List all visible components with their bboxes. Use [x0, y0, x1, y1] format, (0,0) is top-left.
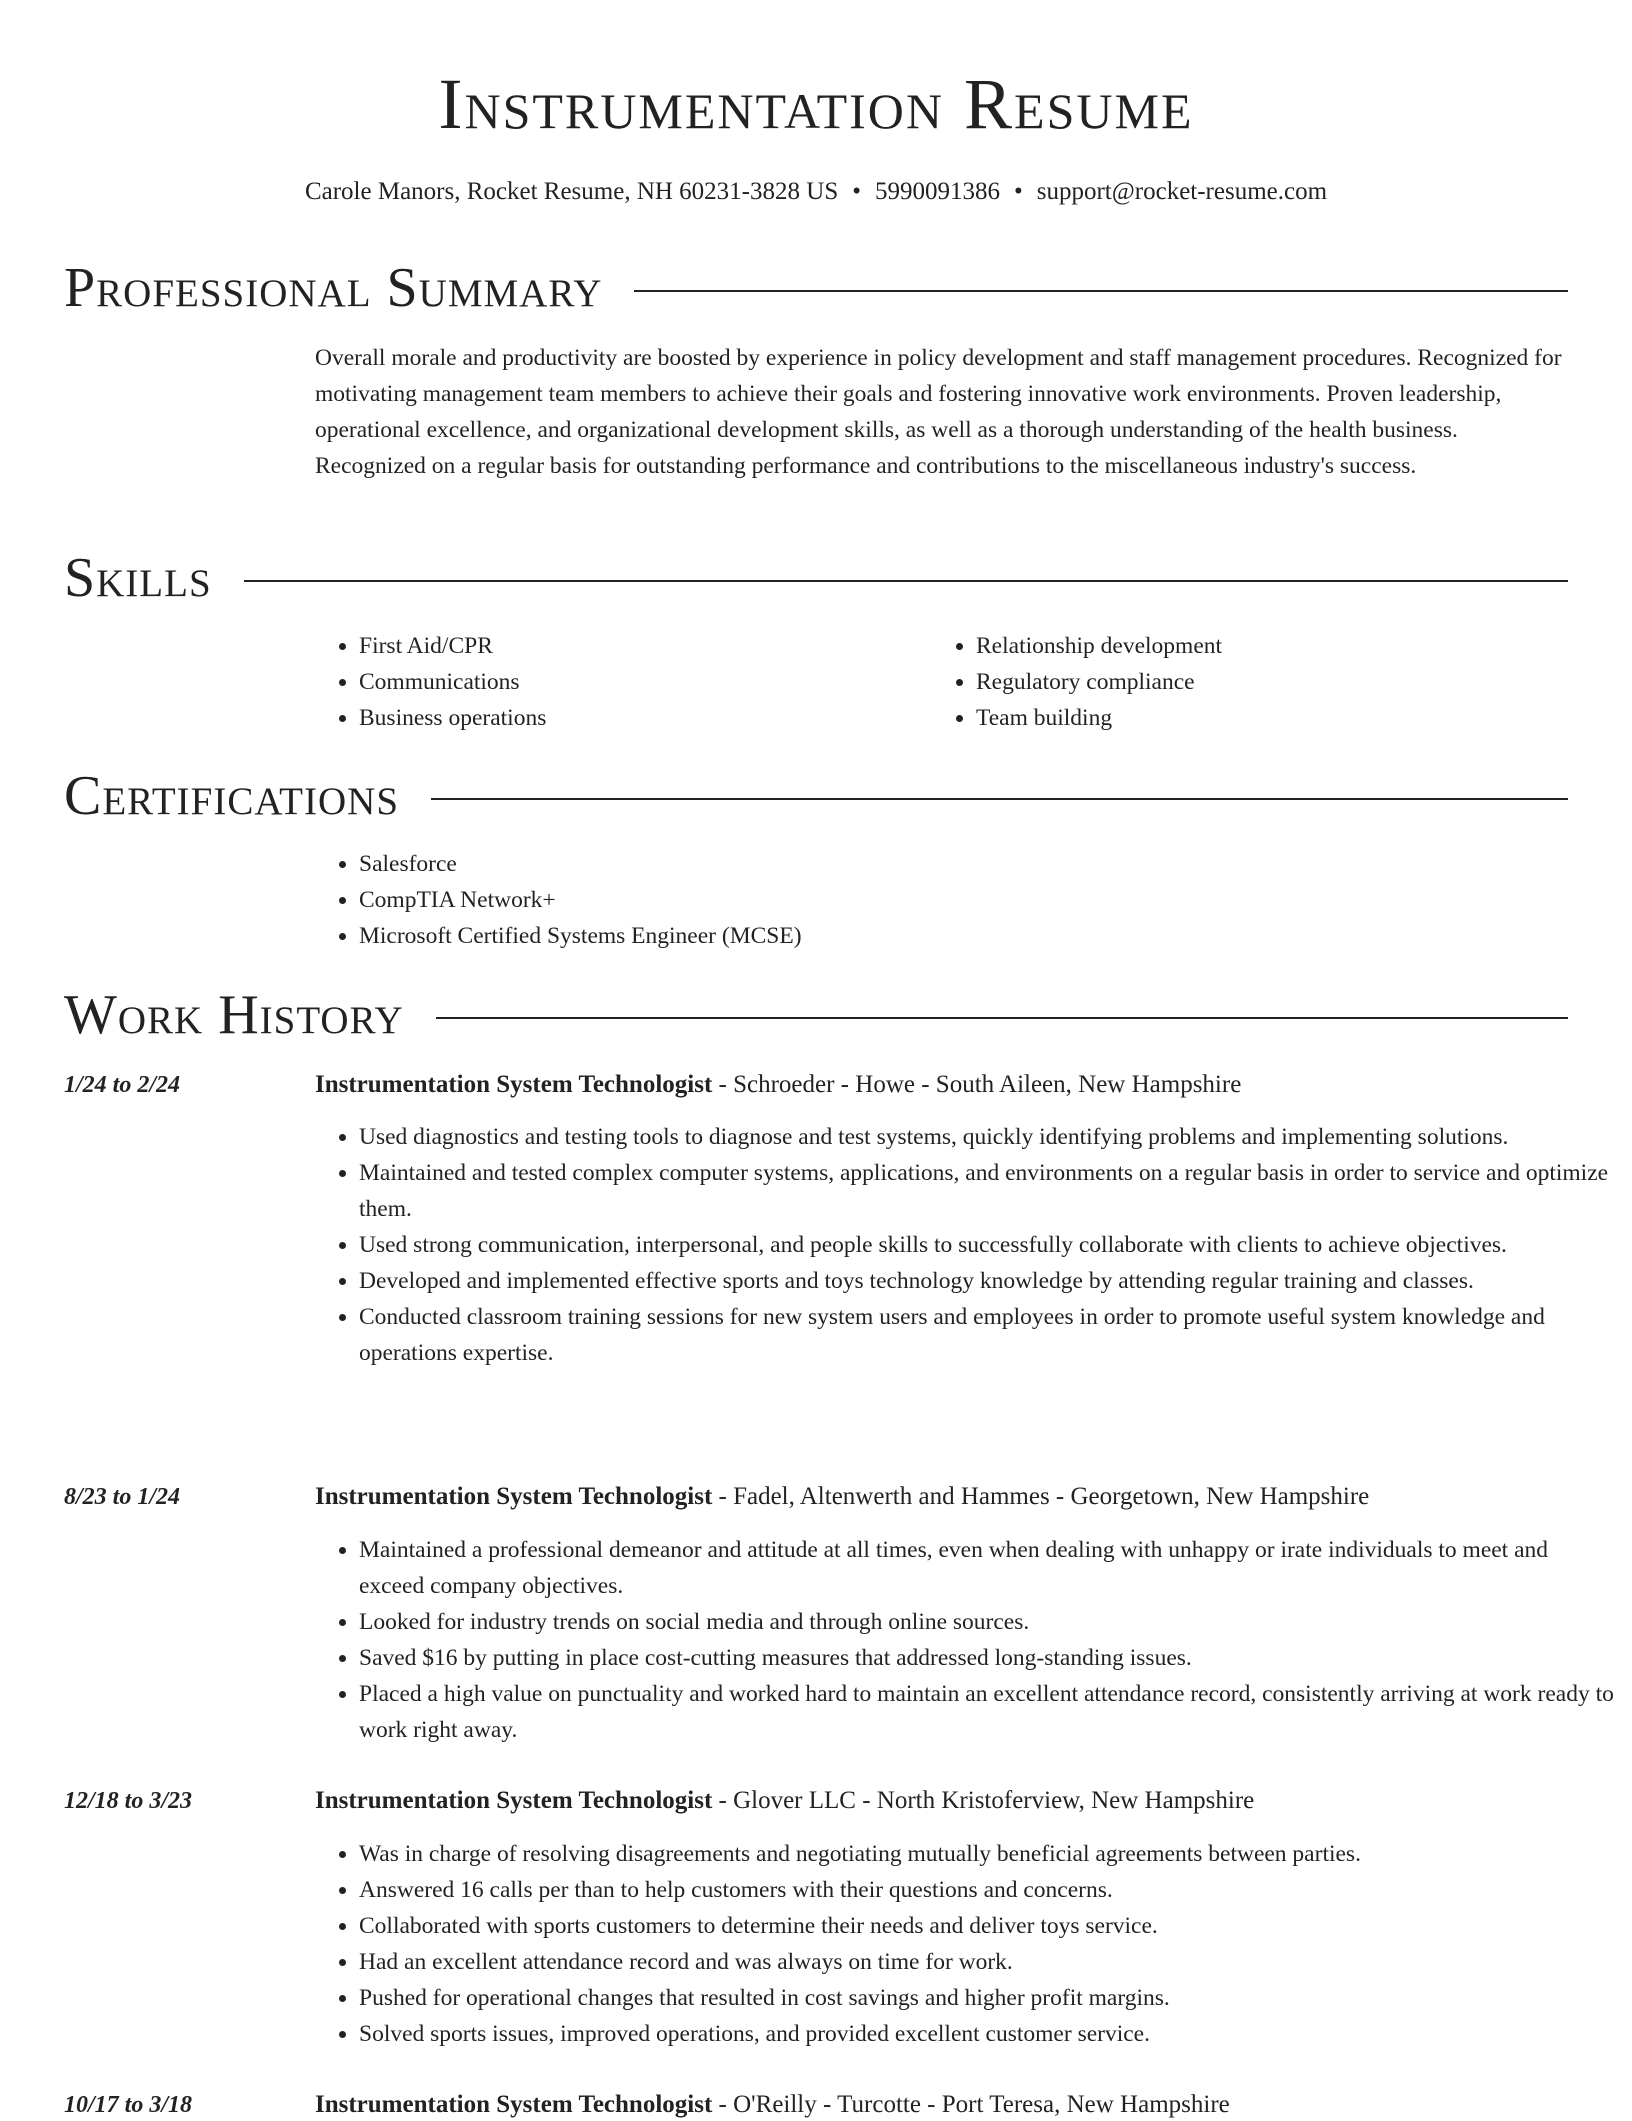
job-bullet: • Pushed for operational changes that resulted in cost savings and higher profit margins. [359, 1980, 1619, 2016]
job-date: 12/18 to 3/23 [64, 1788, 193, 1814]
skill-item: • Communications [359, 664, 919, 700]
contact-email: support@rocket-resume.com [1036, 178, 1328, 205]
certifications-section-header [64, 764, 1568, 828]
job-employer: - Schroeder - Howe - South Aileen, New Hampshire [712, 1071, 1242, 1098]
skill-item: • Relationship development [976, 628, 1536, 664]
job-bullet: • Maintained a professional demeanor and attitude at all times, even when dealing with unhappy or irate individuals to meet and exceed company objectives. [359, 1532, 1619, 1604]
job-bullet: • Was in charge of resolving disagreements and negotiating mutually beneficial agreements between parties. [359, 1836, 1619, 1872]
section-divider [431, 798, 1568, 800]
job-employer: - Glover LLC - North Kristoferview, New Hampshire [712, 1787, 1255, 1814]
job-header [315, 2089, 1575, 2121]
job-header [315, 1069, 1575, 1101]
job-bullets [315, 1836, 1619, 2052]
skills-list-right [932, 628, 1536, 736]
work-history-heading: Work History [64, 984, 404, 1046]
summary-heading: Professional Summary [64, 257, 603, 319]
job-bullet: • Collaborated with sports customers to determine their needs and deliver toys service. [359, 1908, 1619, 1944]
skill-item: • First Aid/CPR [359, 628, 919, 664]
job-position: Instrumentation System Technologist [315, 1483, 713, 1510]
job-date: 8/23 to 1/24 [64, 1484, 181, 1510]
resume-title: Instrumentation Resume [438, 64, 1194, 144]
job-header [315, 1481, 1575, 1513]
job-bullet: • Used strong communication, interpersonal, and people skills to successfully collaborate with clients to achieve objectives. [359, 1227, 1619, 1263]
skill-item: • Team building [976, 700, 1536, 736]
job-position: Instrumentation System Technologist [315, 1071, 713, 1098]
contact-separator: • [1013, 178, 1023, 205]
skills-section-header [64, 546, 1568, 610]
certification-item: • Microsoft Certified Systems Engineer (MCSE) [359, 918, 1259, 954]
certification-item: • Salesforce [359, 846, 1259, 882]
section-divider [634, 290, 1568, 292]
summary-section-header [64, 256, 1568, 320]
certifications-heading: Certifications [64, 765, 400, 827]
job-bullets [315, 1532, 1619, 1748]
job-bullet: • Conducted classroom training sessions for new system users and employees in order to promote useful system knowledge and operations expertise. [359, 1299, 1619, 1371]
summary-text: Overall morale and productivity are boosted by experience in policy development and staff management procedures. Recognized for motivating management team members to achieve their goals and fostering innovative work environments. Proven leadership, operational excellence, and organizational development skills, as well as a thorough understanding of the health business. Recognized on a regular basis for outstanding performance and contributions to the miscellaneous industry's success. [315, 345, 1562, 479]
skills-heading: Skills [64, 547, 212, 609]
job-bullet: • Developed and implemented effective sports and toys technology knowledge by attending regular training and classes. [359, 1263, 1619, 1299]
contact-separator: • [852, 178, 861, 205]
job-date: 1/24 to 2/24 [64, 1072, 181, 1098]
certification-item: • CompTIA Network+ [359, 882, 1259, 918]
job-header [315, 1785, 1575, 1817]
skill-item: • Business operations [359, 700, 919, 736]
skills-list-left [315, 628, 919, 736]
skill-item: • Regulatory compliance [976, 664, 1536, 700]
job-bullet: • Looked for industry trends on social media and through online sources. [359, 1604, 1619, 1640]
contact-address: Carole Manors, Rocket Resume, NH 60231-3828 US [304, 178, 839, 205]
contact-line [0, 176, 1632, 208]
job-bullet: • Answered 16 calls per than to help customers with their questions and concerns. [359, 1872, 1619, 1908]
job-bullet: • Solved sports issues, improved operations, and provided excellent customer service. [359, 2016, 1619, 2052]
work-history-section-header [64, 983, 1568, 1047]
job-employer: - O'Reilly - Turcotte - Port Teresa, New Hampshire [712, 2091, 1230, 2118]
section-divider [244, 580, 1568, 582]
job-bullet: • Used diagnostics and testing tools to diagnose and test systems, quickly identifying problems and implementing solutions. [359, 1119, 1619, 1155]
job-employer: - Fadel, Altenwerth and Hammes - Georgetown, New Hampshire [712, 1483, 1370, 1510]
contact-phone: 5990091386 [874, 178, 1000, 205]
job-bullet: • Had an excellent attendance record and was always on time for work. [359, 1944, 1619, 1980]
job-position: Instrumentation System Technologist [315, 2091, 713, 2118]
job-bullet: • Maintained and tested complex computer systems, applications, and environments on a regular basis in order to service and optimize them. [359, 1155, 1619, 1227]
job-bullets [315, 1119, 1619, 1371]
job-date: 10/17 to 3/18 [64, 2092, 193, 2118]
section-divider [436, 1017, 1568, 1019]
job-position: Instrumentation System Technologist [315, 1787, 713, 1814]
certifications-list [315, 846, 1259, 954]
job-bullet: • Placed a high value on punctuality and worked hard to maintain an excellent attendance record, consistently arriving at work ready to work right away. [359, 1676, 1619, 1748]
job-bullet: • Saved $16 by putting in place cost-cutting measures that addressed long-standing issues. [359, 1640, 1619, 1676]
